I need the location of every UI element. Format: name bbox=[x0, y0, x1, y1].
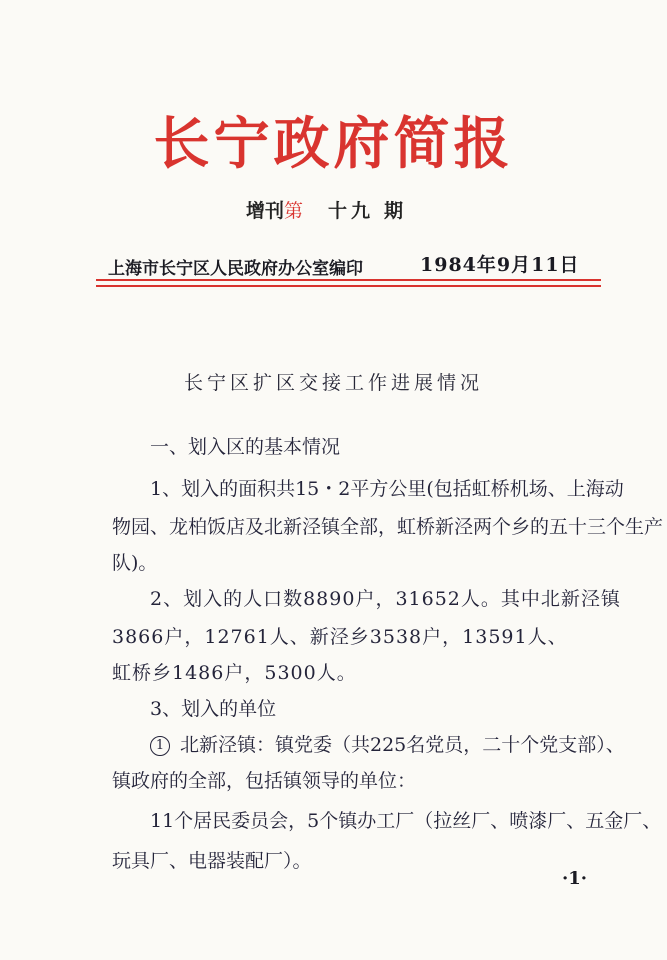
subsection-heading: 3、划入的单位 bbox=[150, 698, 277, 720]
circled-number-marker: 1 bbox=[150, 736, 170, 756]
issue-number: 十九 bbox=[328, 200, 375, 222]
red-rule-bottom bbox=[96, 285, 601, 287]
issue-mark: 第 bbox=[284, 200, 304, 222]
body-line: 虹桥乡1486户，5300人。 bbox=[112, 662, 357, 684]
page-number: ·1· bbox=[562, 868, 588, 889]
body-line: 镇政府的全部，包括镇领导的单位： bbox=[112, 770, 417, 792]
body-line: 1、划入的面积共15・2平方公里(包括虹桥机场、上海动 bbox=[150, 478, 624, 500]
issue-suffix: 期 bbox=[384, 200, 404, 222]
body-line: 队)。 bbox=[112, 552, 158, 574]
body-line: 2、划入的人口数8890户，31652人。其中北新泾镇 bbox=[150, 588, 621, 610]
body-line bbox=[150, 730, 625, 757]
publisher: 上海市长宁区人民政府办公室编印 bbox=[108, 259, 363, 279]
issue-prefix: 增刊 bbox=[246, 200, 285, 222]
section-heading: 一、划入区的基本情况 bbox=[150, 436, 341, 458]
article-title: 长宁区扩区交接工作进展情况 bbox=[183, 372, 483, 394]
red-rule-top bbox=[96, 279, 601, 281]
masthead-title: 长宁政府简报 bbox=[153, 111, 514, 177]
issue-label bbox=[246, 196, 303, 223]
body-line: 玩具厂、电器装配厂）。 bbox=[112, 850, 312, 872]
body-line: 物园、龙柏饭店及北新泾镇全部，虹桥新泾两个乡的五十三个生产 bbox=[112, 516, 664, 538]
body-line: 3866户，12761人、新泾乡3538户，13591人、 bbox=[112, 626, 568, 648]
publication-date: 1984年9月11日 bbox=[420, 254, 580, 276]
body-line: 11个居民委员会，5个镇办工厂（拉丝厂、喷漆厂、五金厂、 bbox=[150, 810, 662, 832]
body-line-text: 北新泾镇：镇党委（共225名党员，二十个党支部）、 bbox=[180, 734, 625, 756]
